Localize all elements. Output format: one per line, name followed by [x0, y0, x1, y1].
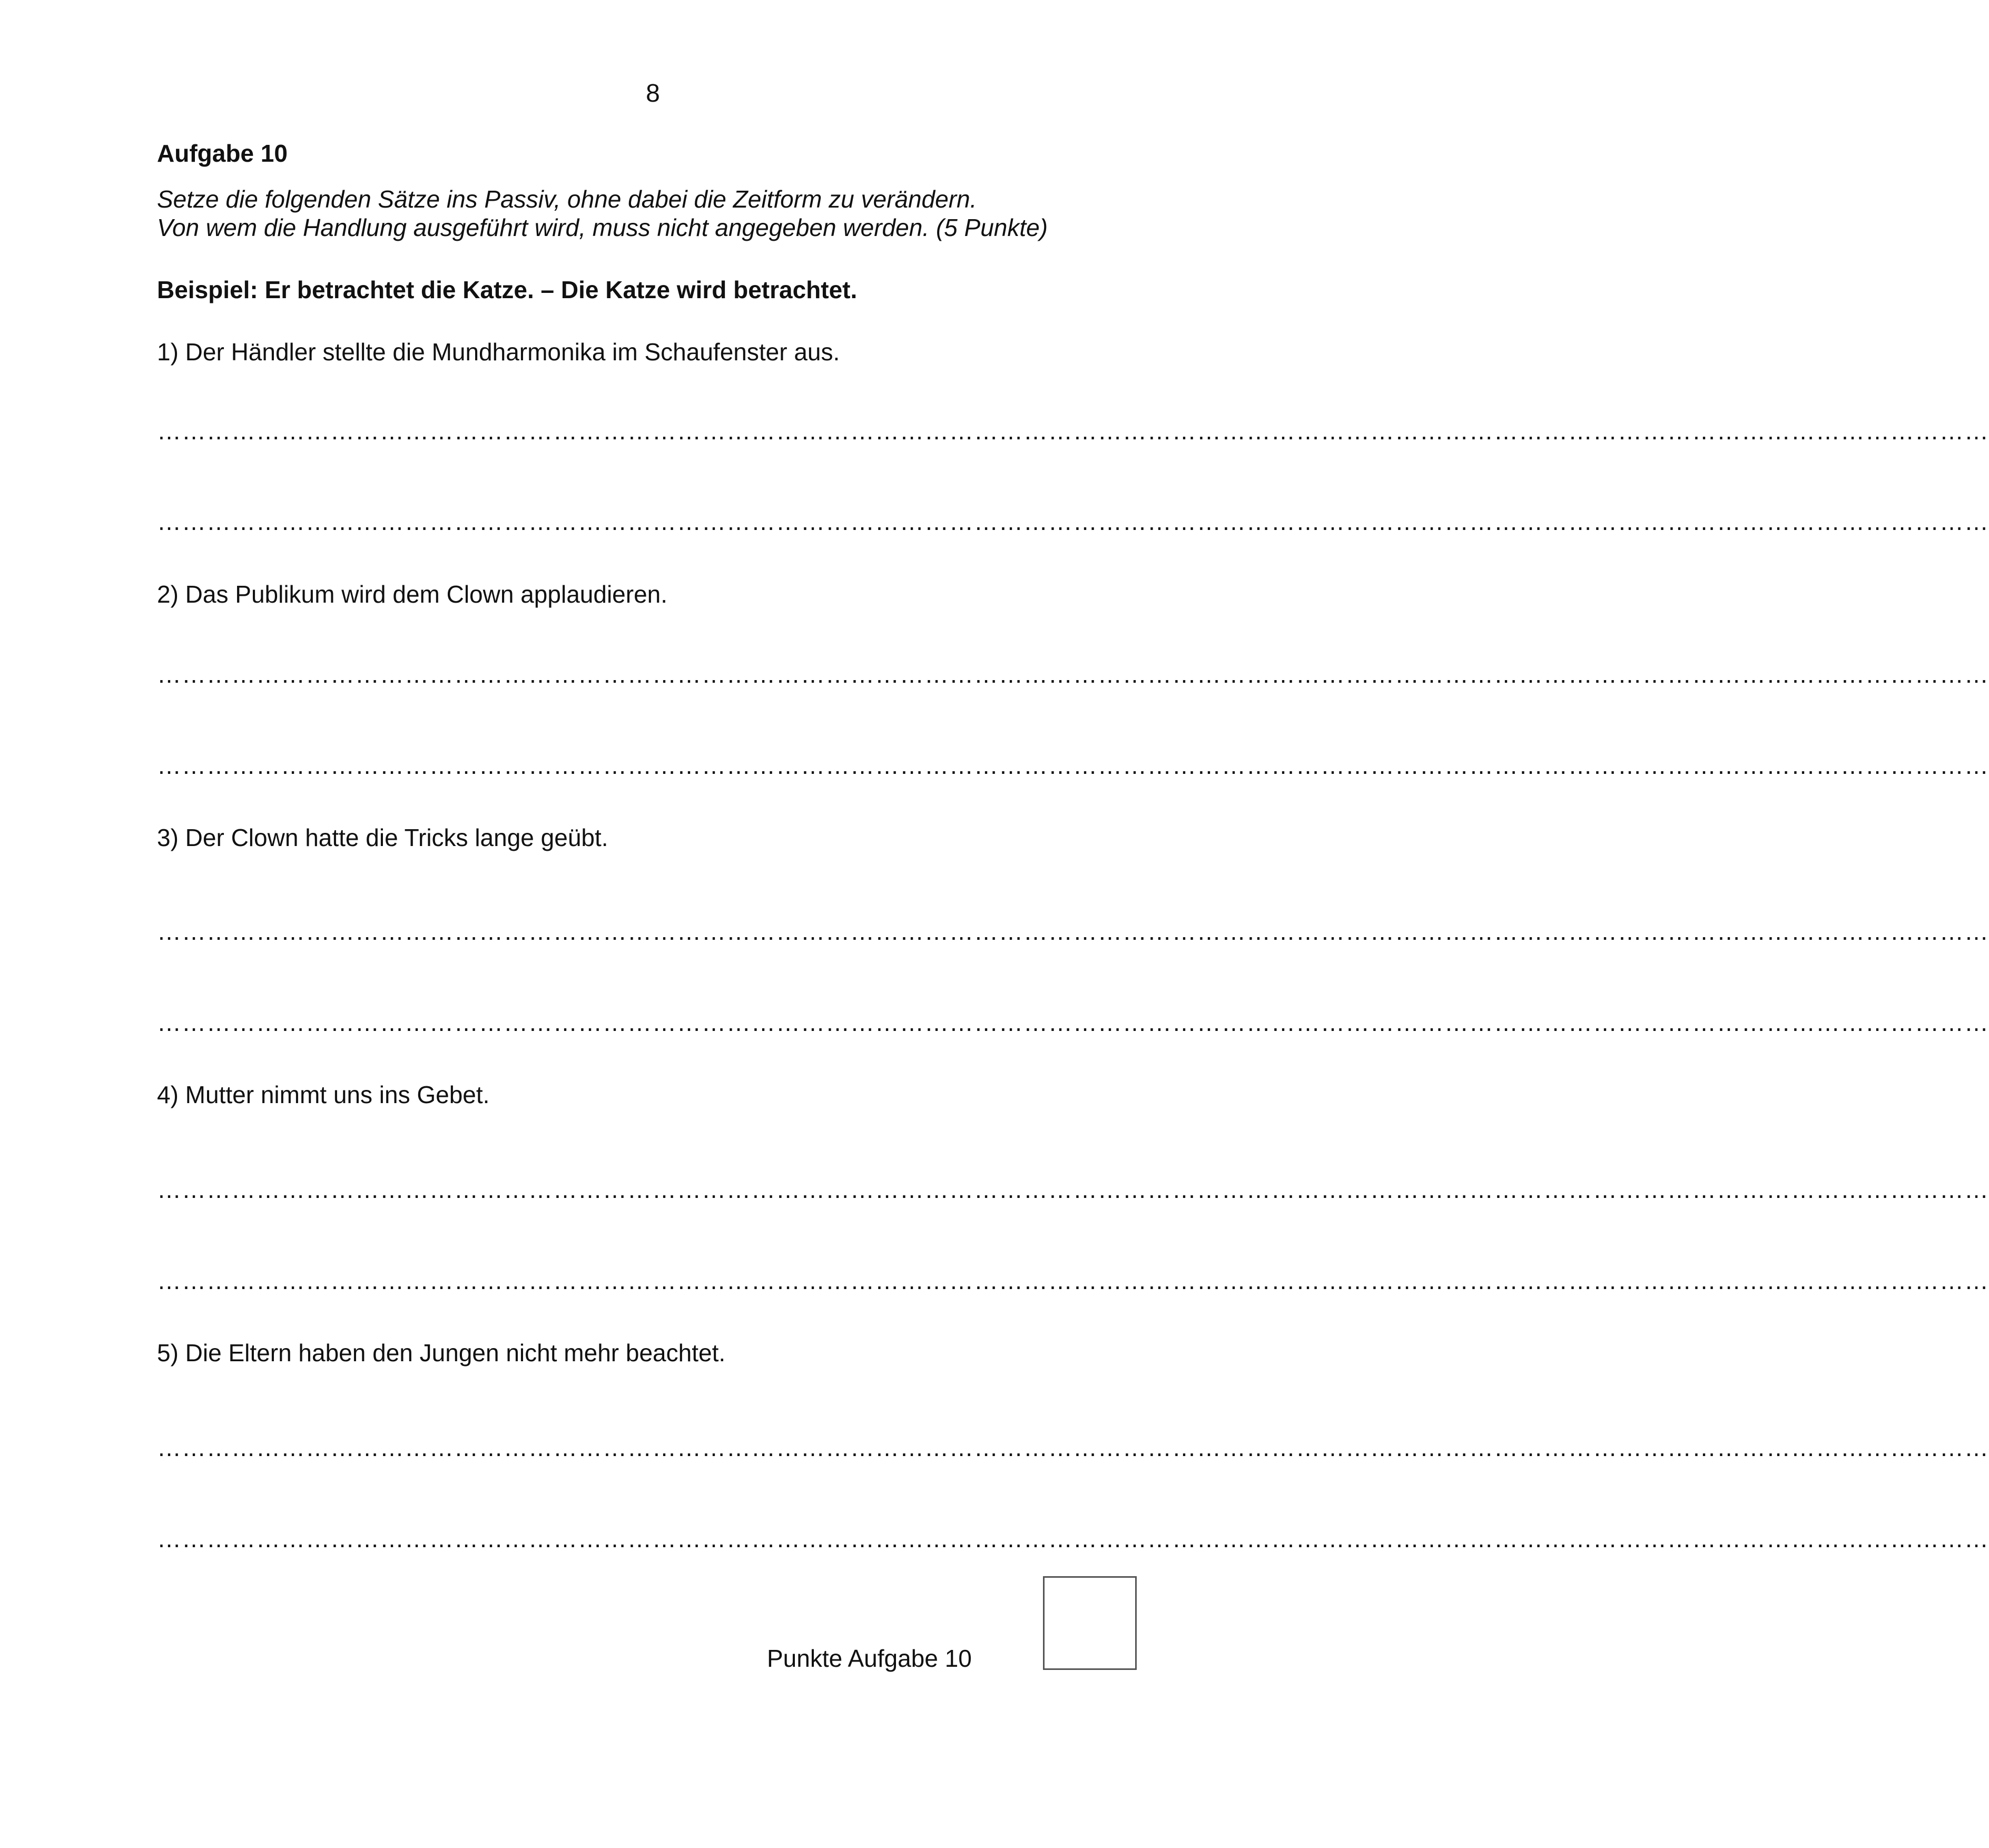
answer-line-4a[interactable]: …………………………………………………………………………………………………………………………………………………………………………………………………… — [157, 1176, 1989, 1203]
answer-line-2a[interactable]: …………………………………………………………………………………………………………………………………………………………………………………………………… — [157, 661, 1989, 688]
instruction-line-1: Setze die folgenden Sätze ins Passiv, ohne dabei die Zeitform zu verändern. — [157, 185, 977, 213]
answer-line-5b[interactable]: …………………………………………………………………………………………………………………………………………………………………………………………………… — [157, 1525, 1989, 1552]
answer-line-4b[interactable]: …………………………………………………………………………………………………………………………………………………………………………………………………… — [157, 1267, 1989, 1294]
answer-line-3a[interactable]: …………………………………………………………………………………………………………………………………………………………………………………………………… — [157, 918, 1989, 945]
points-label: Punkte Aufgabe 10 — [767, 1645, 972, 1672]
question-2: 2) Das Publikum wird dem Clown applaudieren. — [157, 581, 668, 608]
instruction-line-2: Von wem die Handlung ausgeführt wird, muss nicht angegeben werden. (5 Punkte) — [157, 214, 1048, 241]
answer-line-1a[interactable]: …………………………………………………………………………………………………………………………………………………………………………………………………… — [157, 417, 1989, 445]
question-3: 3) Der Clown hatte die Tricks lange geübt. — [157, 824, 608, 851]
answer-line-2b[interactable]: …………………………………………………………………………………………………………………………………………………………………………………………………… — [157, 752, 1989, 779]
page-number: 8 — [646, 80, 660, 107]
example-sentence: Beispiel: Er betrachtet die Katze. – Die Katze wird betrachtet. — [157, 276, 858, 303]
question-4: 4) Mutter nimmt uns ins Gebet. — [157, 1081, 490, 1108]
points-box[interactable] — [1043, 1576, 1137, 1670]
question-1: 1) Der Händler stellte die Mundharmonika im Schaufenster aus. — [157, 338, 840, 366]
task-title: Aufgabe 10 — [157, 140, 288, 167]
answer-line-5a[interactable]: …………………………………………………………………………………………………………………………………………………………………………………………………… — [157, 1434, 1989, 1461]
answer-line-1b[interactable]: …………………………………………………………………………………………………………………………………………………………………………………………………… — [157, 508, 1989, 535]
question-5: 5) Die Eltern haben den Jungen nicht mehr beachtet. — [157, 1339, 726, 1367]
answer-line-3b[interactable]: …………………………………………………………………………………………………………………………………………………………………………………………………… — [157, 1009, 1989, 1036]
